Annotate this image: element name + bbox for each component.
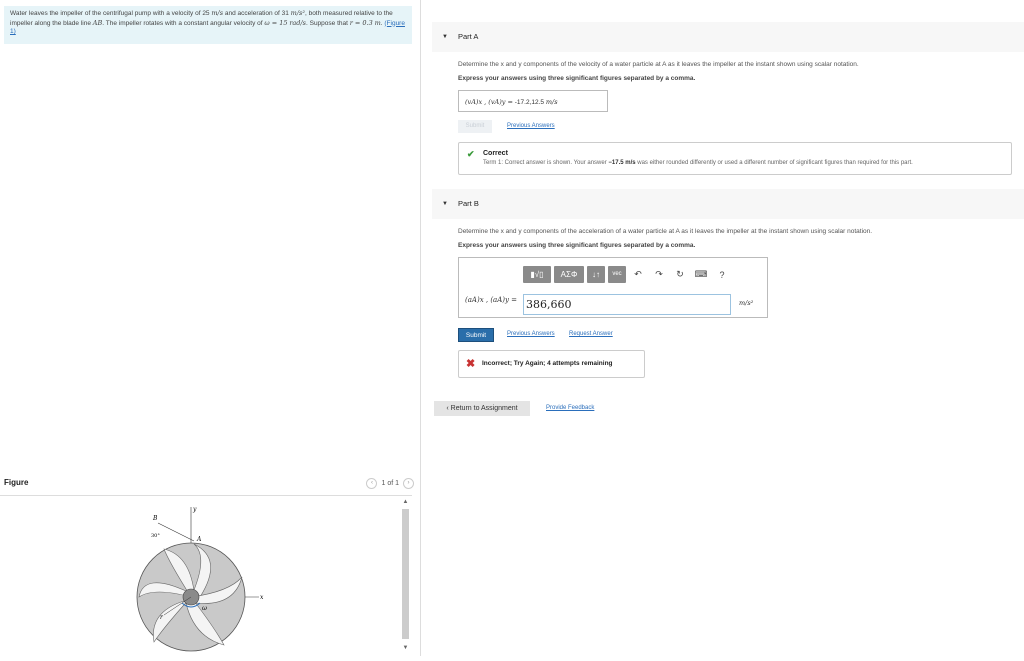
- left-pane: [0, 0, 420, 656]
- unit-omega: rad/s: [289, 18, 306, 27]
- part-a-previous-answers-link[interactable]: Previous Answers: [507, 123, 555, 129]
- part-b-instructions: Express your answers using three significant figures separated by a comma.: [458, 242, 696, 249]
- figure-scrollbar[interactable]: [401, 497, 410, 656]
- redo-icon[interactable]: ↷: [655, 269, 663, 279]
- label-b: B: [153, 515, 158, 522]
- feedback-text: Term 1: Correct answer is shown. Your answer: [483, 160, 607, 166]
- checkmark-icon: ✔: [467, 149, 475, 159]
- part-a-question: Determine the x and y components of the velocity of a water particle at A as it leaves the impeller at the instant shown using scalar notation.: [458, 61, 859, 68]
- radius-value: r = 0.3: [349, 18, 373, 27]
- scroll-up-arrow-icon[interactable]: ▲: [402, 499, 409, 505]
- figure-page-count: 1 of 1: [381, 480, 399, 487]
- symbols-button[interactable]: ΑΣΦ: [554, 266, 584, 283]
- label-x: x: [260, 594, 264, 601]
- scroll-thumb[interactable]: [402, 509, 409, 639]
- part-b-feedback: [458, 350, 645, 378]
- label-angle: 30°: [151, 533, 160, 539]
- part-a-answer-unit: m/s: [545, 98, 558, 106]
- keyboard-icon[interactable]: ⌨: [694, 269, 708, 279]
- omega-value: ω = 15: [264, 18, 288, 27]
- collapse-triangle-icon[interactable]: ▼: [442, 201, 448, 207]
- blade-line-ab: [158, 523, 194, 541]
- unit-velocity: m/s: [211, 9, 224, 17]
- part-a-title: Part A: [458, 32, 479, 41]
- part-a-instructions: Express your answers using three significant figures separated by a comma.: [458, 75, 696, 82]
- part-b-header[interactable]: [432, 189, 1024, 219]
- figure-header: [4, 478, 414, 492]
- problem-text: Water leaves the impeller of the centrifugal pump with a velocity of 25: [10, 10, 210, 17]
- request-answer-link[interactable]: Request Answer: [569, 331, 613, 337]
- templates-button[interactable]: ▮√▯: [523, 266, 551, 283]
- part-b-submit-button[interactable]: Submit: [458, 328, 494, 342]
- figure-divider: [0, 495, 412, 496]
- part-a-answer-box: [458, 90, 608, 112]
- return-to-assignment-button[interactable]: ‹ Return to Assignment: [434, 401, 530, 416]
- math-toolbar: [523, 266, 731, 283]
- scroll-down-arrow-icon[interactable]: ▼: [402, 645, 409, 651]
- collapse-triangle-icon[interactable]: ▼: [442, 34, 448, 40]
- provide-feedback-link[interactable]: Provide Feedback: [546, 405, 595, 411]
- prev-figure-button[interactable]: ‹: [366, 478, 377, 489]
- blade-line-label: AB: [92, 18, 103, 27]
- problem-text: , both measured relative to the impeller along the blade line: [10, 10, 393, 27]
- label-y: y: [193, 506, 197, 513]
- part-b-answer-unit: m/s²: [739, 299, 754, 307]
- part-a-submit-button: Submit: [458, 120, 492, 133]
- label-r: r: [160, 614, 163, 621]
- part-a-answer-value: -17.2,12.5: [514, 99, 545, 106]
- label-a: A: [197, 536, 202, 543]
- feedback-text: was either rounded differently or used a different number of significant figures than required for this part.: [637, 160, 913, 166]
- incorrect-x-icon: ✖: [466, 358, 476, 370]
- feedback-text: Incorrect; Try Again; 4 attempts remaining: [482, 360, 613, 367]
- right-pane: [432, 0, 1024, 656]
- label-omega: ω: [202, 605, 207, 612]
- arrows-button[interactable]: ↓↑: [587, 266, 605, 283]
- help-icon[interactable]: ?: [719, 269, 725, 280]
- reset-icon[interactable]: ↻: [676, 269, 684, 279]
- figure-title: Figure: [4, 478, 29, 487]
- part-b-previous-answers-link[interactable]: Previous Answers: [507, 331, 555, 337]
- problem-text: . The impeller rotates with a constant angular velocity of: [102, 19, 263, 27]
- part-a-answer-label: (vA)x , (vA)y =: [465, 98, 513, 106]
- feedback-value: −17.5 m/s: [608, 160, 636, 166]
- unit-radius: m: [374, 18, 381, 27]
- math-editor: [458, 257, 768, 318]
- feedback-title: Correct: [483, 150, 508, 157]
- part-b-question: Determine the x and y components of the acceleration of a water particle at A as it leaves the impeller at the instant shown using scalar notation.: [458, 228, 873, 235]
- part-a-header[interactable]: [432, 22, 1024, 52]
- figure-pager: [366, 478, 414, 489]
- unit-acceleration: m/s²: [290, 9, 305, 17]
- part-b-answer-label: (aA)x , (aA)y =: [465, 296, 518, 304]
- part-b-title: Part B: [458, 199, 479, 208]
- problem-text: . Suppose that: [306, 19, 348, 27]
- impeller-diagram: [4, 497, 399, 656]
- figure-image: [4, 497, 399, 656]
- pane-divider: [420, 0, 421, 656]
- problem-text: and acceleration of 31: [224, 10, 289, 17]
- problem-text: .: [380, 19, 383, 27]
- part-a-feedback: [458, 142, 1012, 175]
- figure-link[interactable]: (Figure 1): [10, 19, 405, 35]
- problem-statement: [4, 6, 412, 44]
- next-figure-button[interactable]: ›: [403, 478, 414, 489]
- feedback-message: [483, 160, 913, 166]
- part-b-answer-input[interactable]: 386,660: [523, 294, 731, 315]
- undo-icon[interactable]: ↶: [634, 269, 642, 279]
- vector-button[interactable]: vec: [608, 266, 626, 283]
